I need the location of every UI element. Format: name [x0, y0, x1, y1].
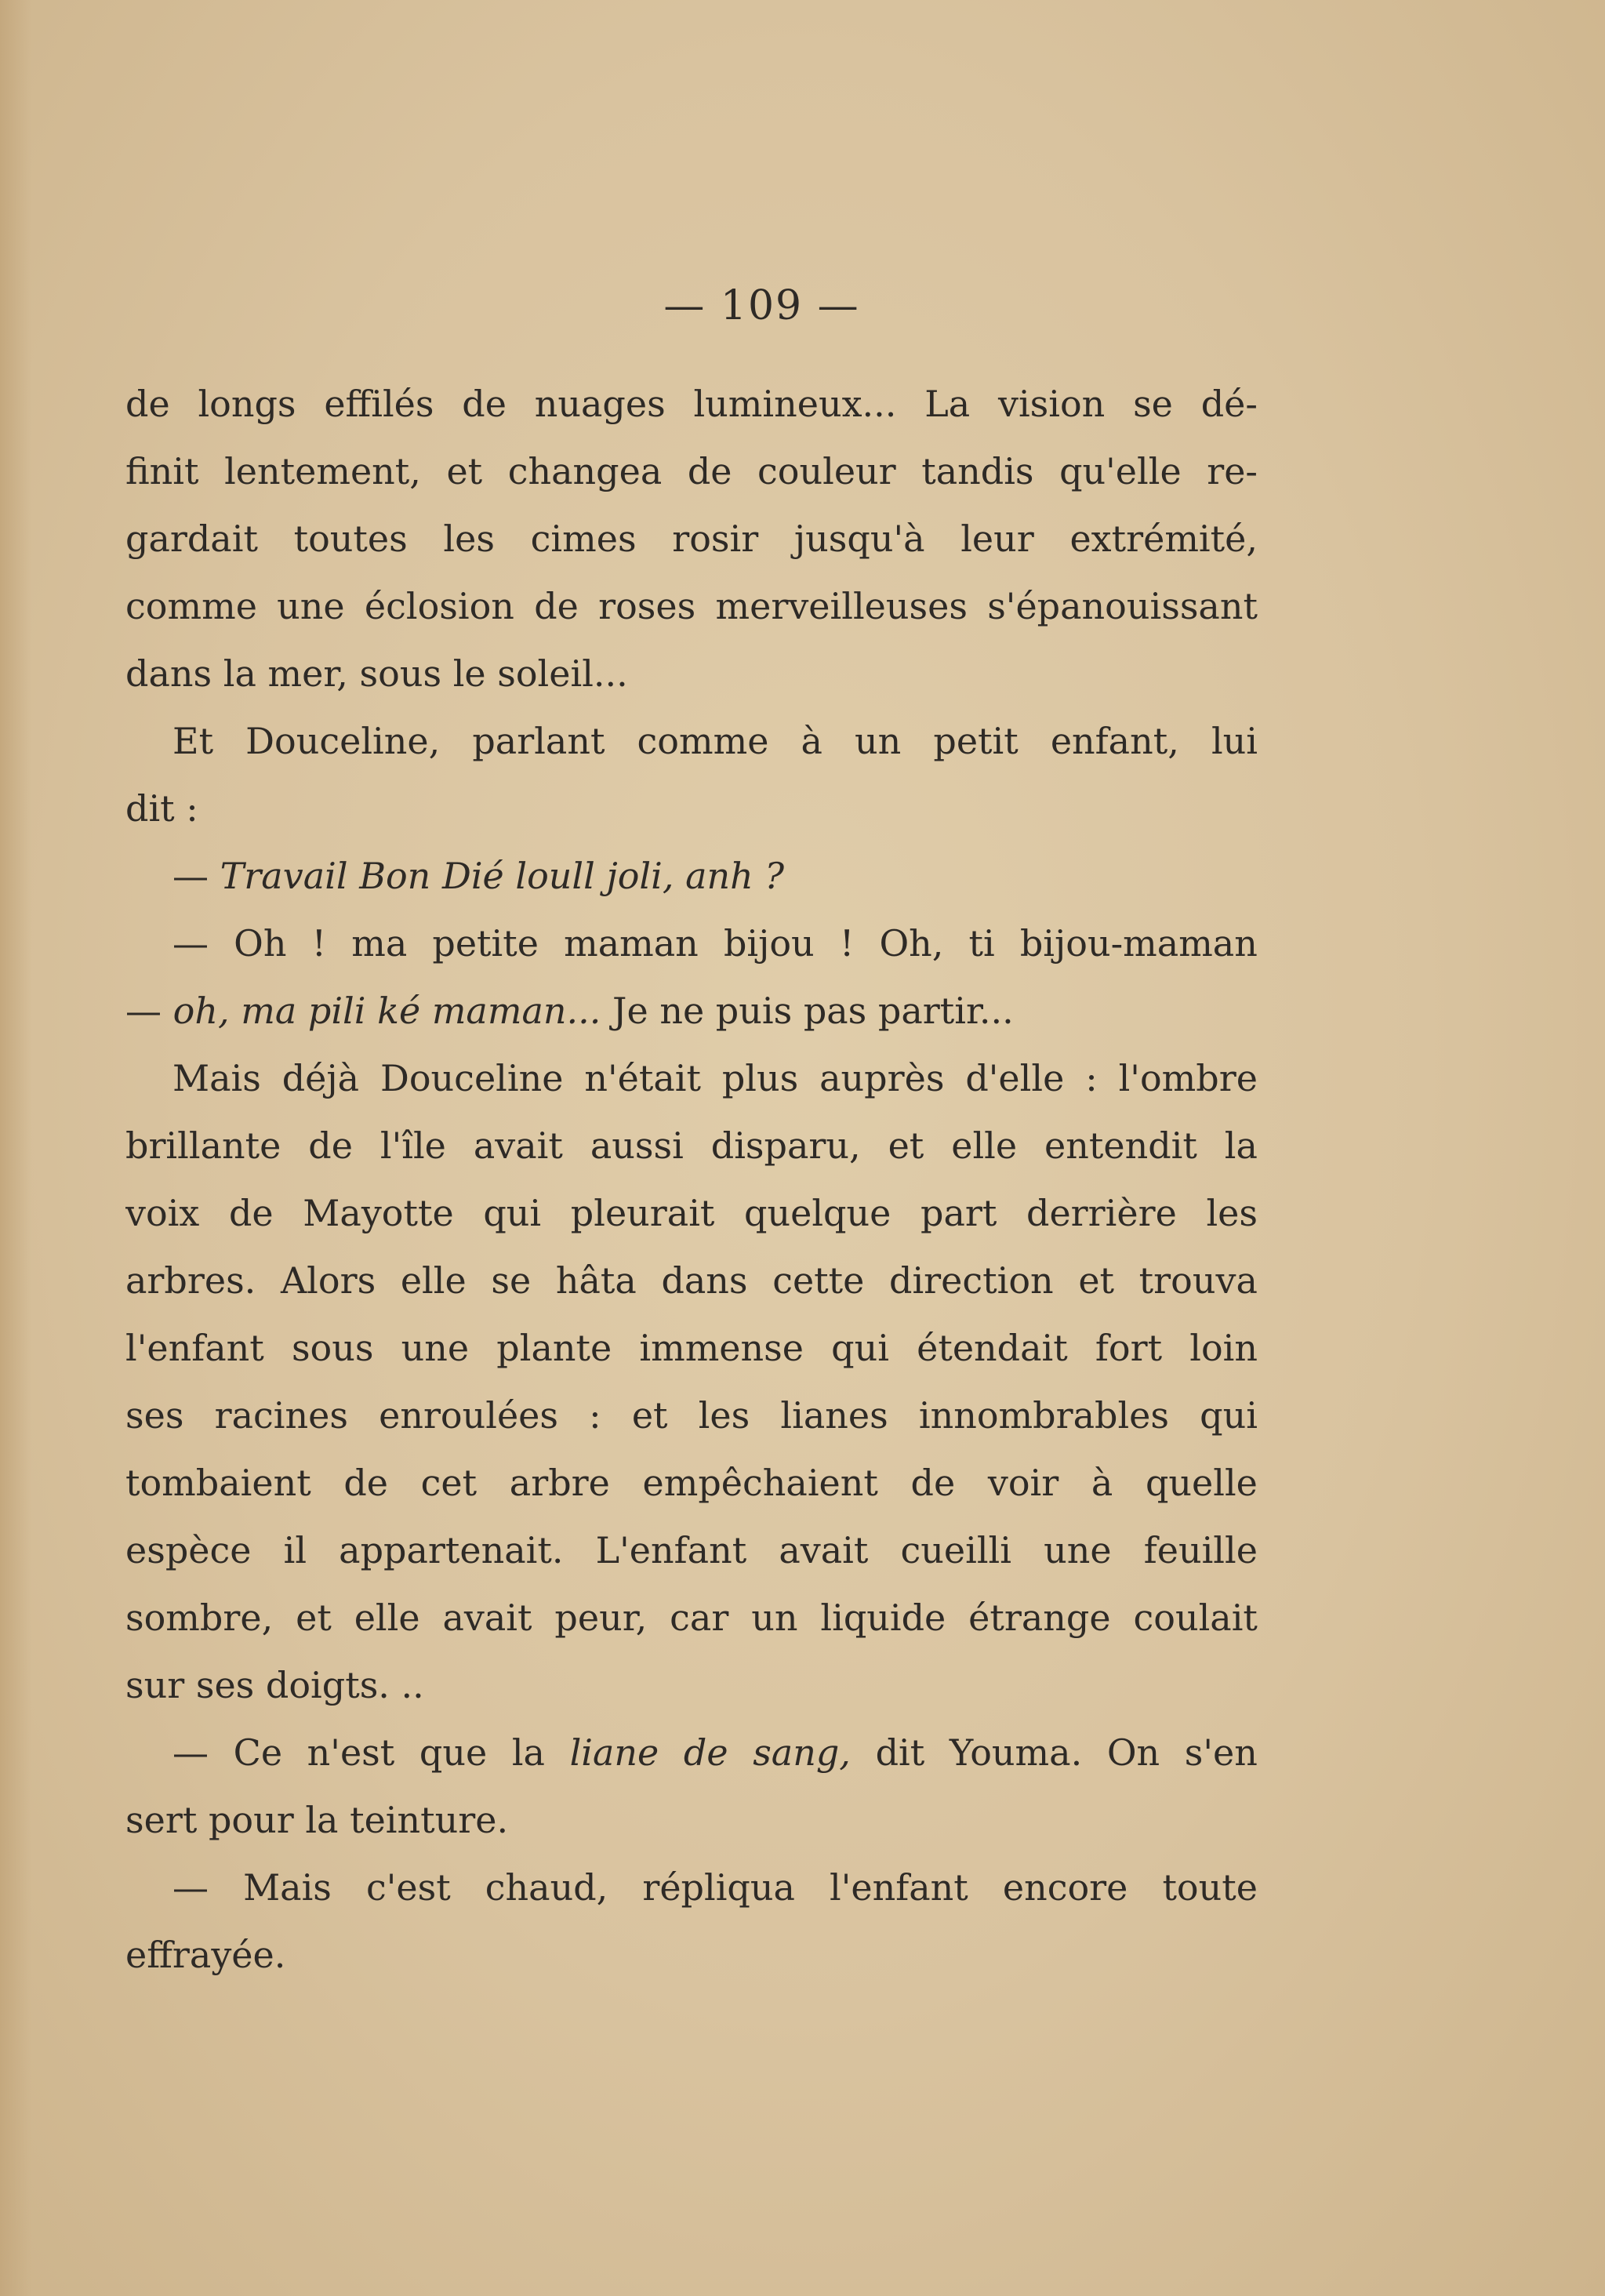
text-line: sur ses doigts. ..	[125, 1664, 424, 1706]
text-line: brillante de l'île avait aussi disparu, et elle entendit la	[125, 1124, 1258, 1167]
text-line: Mais déjà Douceline n'était plus auprès d'elle : l'ombre	[172, 1057, 1258, 1099]
text-line: arbres. Alors elle se hâta dans cette direction et trouva	[125, 1259, 1258, 1302]
text-line: ses racines enroulées : et les lianes innombrables qui	[125, 1394, 1258, 1437]
body-text	[125, 370, 1258, 1989]
text-line: effrayée.	[125, 1934, 286, 1976]
page-edge-shadow	[0, 0, 31, 2296]
text-line: l'enfant sous une plante immense qui étendait fort loin	[125, 1327, 1258, 1369]
text-line: gardait toutes les cimes rosir jusqu'à leur extrémité,	[125, 518, 1258, 560]
text-line: sert pour la teinture.	[125, 1799, 509, 1841]
text-line: dit :	[125, 787, 198, 830]
text-line: de longs effilés de nuages lumineux... La vision se dé-	[125, 383, 1258, 425]
text-line: tombaient de cet arbre empêchaient de voir à quelle	[125, 1462, 1258, 1504]
text-line: voix de Mayotte qui pleurait quelque part derrière les	[125, 1192, 1258, 1234]
text-line: dans la mer, sous le soleil...	[125, 652, 628, 695]
text-line: — Travail Bon Dié loull joli, anh ?	[172, 855, 785, 897]
text-line: finit lentement, et changea de couleur tandis qu'elle re-	[125, 450, 1258, 492]
text-line: sombre, et elle avait peur, car un liquide étrange coulait	[125, 1597, 1258, 1639]
text-line: comme une éclosion de roses merveilleuses s'épanouissant	[125, 585, 1258, 627]
text-line: — oh, ma pili ké maman... Je ne puis pas partir...	[125, 990, 1014, 1032]
text-line: — Ce n'est que la liane de sang, dit Youma. On s'en	[172, 1731, 1258, 1774]
text-line: espèce il appartenait. L'enfant avait cueilli une feuille	[125, 1529, 1258, 1571]
text-line: — Oh ! ma petite maman bijou ! Oh, ti bijou-maman	[172, 922, 1258, 965]
page-number: — 109 —	[663, 282, 860, 329]
text-line: — Mais c'est chaud, répliqua l'enfant encore toute	[172, 1866, 1258, 1909]
text-line: Et Douceline, parlant comme à un petit enfant, lui	[172, 720, 1258, 762]
